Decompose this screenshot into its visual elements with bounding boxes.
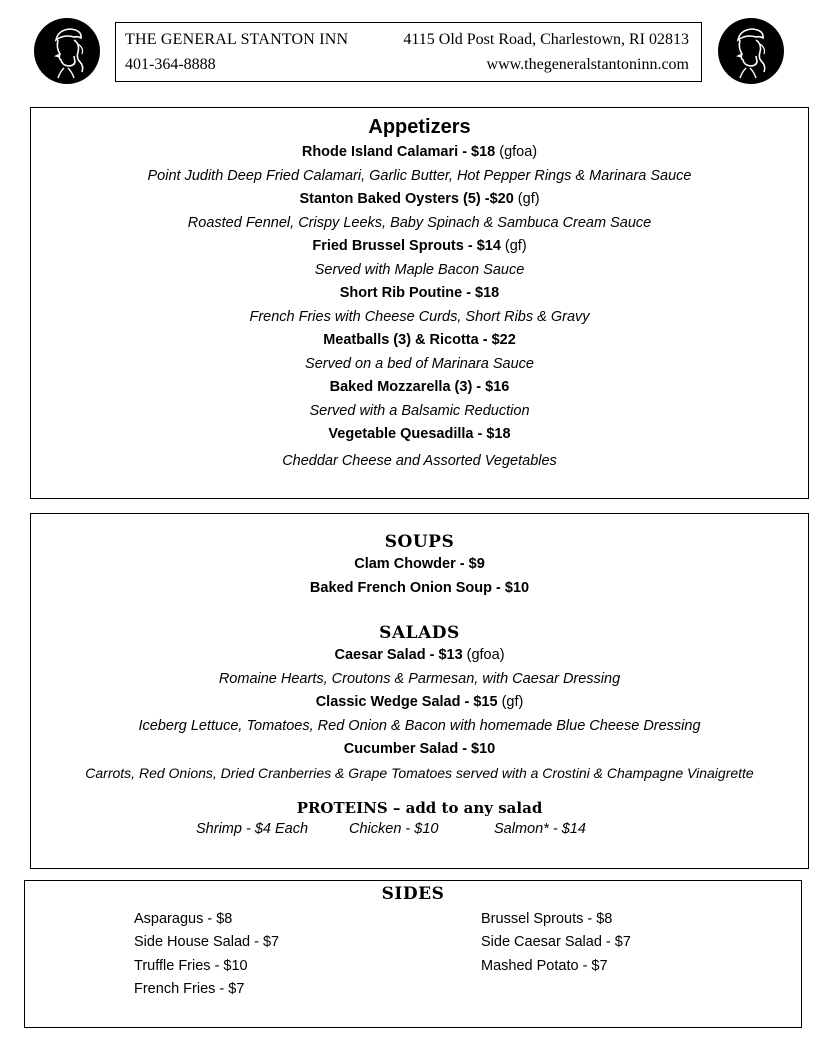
appetizers-title: Appetizers: [368, 116, 471, 138]
side-item: Mashed Potato - $7: [481, 958, 608, 974]
menu-item: [31, 282, 808, 306]
menu-item: [31, 738, 808, 762]
item-name: Caesar Salad - $13: [334, 647, 463, 663]
item-description: Romaine Hearts, Croutons & Parmesan, with Caesar Dressing: [218, 670, 621, 687]
menu-item: [31, 691, 808, 715]
item-description: Roasted Fennel, Crispy Leeks, Baby Spinach & Sambuca Cream Sauce: [187, 214, 652, 231]
item-description: French Fries with Cheese Curds, Short Ribs & Gravy: [249, 308, 590, 325]
item-tag: (gfoa): [499, 144, 538, 160]
item-tag: (gf): [501, 694, 524, 710]
item-tag: (gfoa): [466, 647, 505, 663]
protein-option: Chicken - $10: [349, 821, 439, 837]
colonial-portrait-icon: [34, 18, 100, 84]
menu-item: [31, 188, 808, 212]
menu-item: [31, 329, 808, 353]
sides-section: [24, 880, 802, 1028]
item-name: Short Rib Poutine - $18: [339, 285, 500, 301]
item-name: Cucumber Salad - $10: [343, 741, 496, 757]
menu-item: [31, 553, 808, 577]
item-name: Clam Chowder - $9: [354, 556, 485, 572]
sides-title: SIDES: [381, 884, 445, 904]
restaurant-phone: 401-364-8888: [125, 56, 216, 73]
menu-item: [31, 376, 808, 400]
item-name: Baked Mozzarella (3) - $16: [329, 379, 510, 395]
restaurant-name: THE GENERAL STANTON INN: [125, 31, 349, 48]
side-item: Truffle Fries - $10: [134, 958, 248, 974]
item-name: Meatballs (3) & Ricotta - $22: [323, 332, 516, 348]
item-name: Fried Brussel Sprouts - $14: [312, 238, 501, 254]
salads-title: SALADS: [379, 623, 460, 643]
item-description: Iceberg Lettuce, Tomatoes, Red Onion & Bacon with homemade Blue Cheese Dressing: [138, 717, 701, 734]
menu-item: [31, 577, 808, 601]
side-item: Side Caesar Salad - $7: [481, 934, 631, 950]
side-item: French Fries - $7: [134, 981, 245, 997]
item-name: Classic Wedge Salad - $15: [315, 694, 498, 710]
item-description: Served on a bed of Marinara Sauce: [305, 355, 534, 372]
restaurant-address: 4115 Old Post Road, Charlestown, RI 02813: [403, 31, 689, 48]
soups-salads-section: [30, 513, 809, 869]
soups-title: SOUPS: [384, 532, 455, 552]
item-tag: (gf): [504, 238, 527, 254]
protein-option: Salmon* - $14: [494, 821, 586, 837]
item-description: Served with a Balsamic Reduction: [309, 402, 530, 419]
item-name: Vegetable Quesadilla - $18: [328, 426, 511, 442]
header-info-box: [115, 22, 702, 82]
protein-option: Shrimp - $4 Each: [196, 821, 309, 837]
item-tag: (gf): [517, 191, 540, 207]
menu-item: [31, 644, 808, 668]
appetizers-section: [30, 107, 809, 499]
restaurant-website: www.thegeneralstantoninn.com: [486, 56, 689, 73]
item-description: Cheddar Cheese and Assorted Vegetables: [282, 452, 557, 469]
item-name: Stanton Baked Oysters (5) -$20: [299, 191, 514, 207]
item-description: Point Judith Deep Fried Calamari, Garlic Butter, Hot Pepper Rings & Marinara Sauce: [147, 167, 692, 184]
proteins-title: PROTEINS – add to any salad: [296, 799, 543, 817]
menu-item: [31, 235, 808, 259]
item-description: Served with Maple Bacon Sauce: [314, 261, 525, 278]
item-name: Rhode Island Calamari - $18: [301, 144, 496, 160]
item-description: Carrots, Red Onions, Dried Cranberries & Grape Tomatoes served with a Crostini & Champagne Vinaigrette: [85, 764, 754, 781]
side-item: Brussel Sprouts - $8: [481, 911, 613, 927]
item-name: Baked French Onion Soup - $10: [309, 579, 530, 596]
menu-item: [31, 423, 808, 447]
proteins-list: [31, 819, 808, 843]
menu-item: [31, 141, 808, 165]
side-item: Asparagus - $8: [134, 911, 233, 927]
side-item: Side House Salad - $7: [134, 934, 280, 950]
colonial-portrait-icon: [718, 18, 784, 84]
